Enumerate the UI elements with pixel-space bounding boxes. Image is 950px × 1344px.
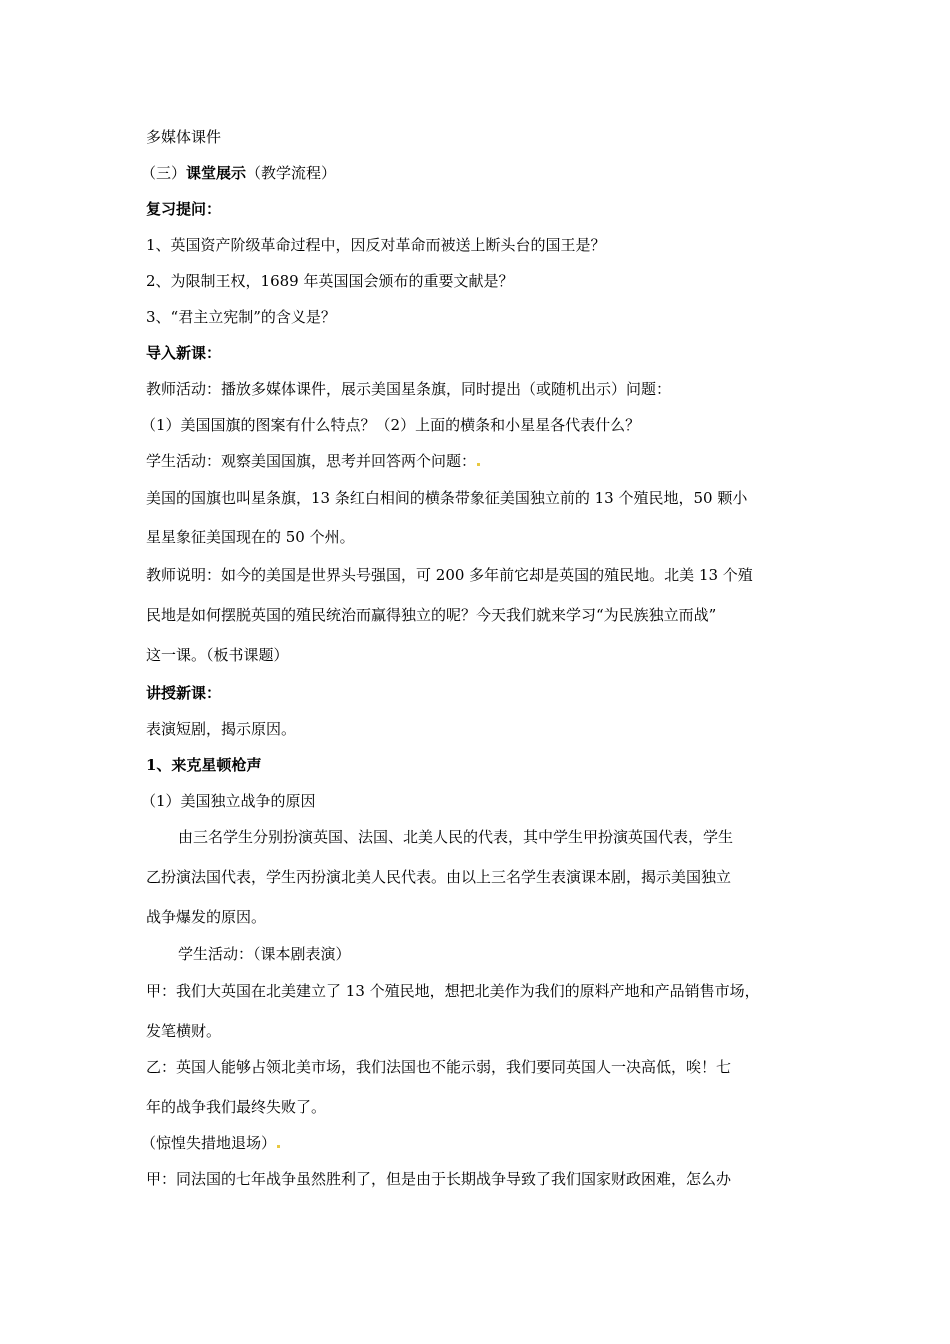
text-line: 甲：同法国的七年战争虽然胜利了，但是由于长期战争导致了我们国家财政困难，怎么办 — [146, 1170, 732, 1188]
question-3: 3、“君主立宪制”的含义是？ — [146, 308, 336, 326]
text-line: 这一课。（板书课题） — [146, 646, 289, 664]
text-line: 学生活动：（课本剧表演） — [178, 945, 351, 963]
text-line: （惊惶失措地退场） — [141, 1133, 280, 1153]
subheading-lexington: 1、来克星顿枪声 — [146, 756, 262, 774]
text-line: 甲：我们大英国在北美建立了 13 个殖民地，想把北美作为我们的原料产地和产品销售市场， — [146, 982, 760, 1000]
text-line: 民地是如何摆脱英国的殖民统治而赢得独立的呢？今天我们就来学习“为民族独立而战” — [146, 606, 717, 624]
edit-mark — [477, 463, 480, 466]
text-line: 美国的国旗也叫星条旗，13 条红白相间的横条带象征美国独立前的 13 个殖民地，50 颗小 — [146, 489, 748, 507]
text-line: 乙扮演法国代表，学生丙扮演北美人民代表。由以上三名学生表演课本剧，揭示美国独立 — [146, 868, 732, 886]
subheading-intro: 导入新课： — [146, 344, 222, 362]
text-line: （1）美国独立战争的原因 — [141, 792, 316, 810]
question-1: 1、英国资产阶级革命过程中，因反对革命而被送上断头台的国王是？ — [146, 236, 606, 254]
text-line: 表演短剧，揭示原因。 — [146, 720, 297, 738]
subheading-review: 复习提问： — [146, 200, 222, 218]
edit-mark — [277, 1145, 280, 1148]
text-line: 年的战争我们最终失败了。 — [146, 1098, 327, 1116]
text-line: 学生活动：观察美国国旗，思考并回答两个问题： — [146, 451, 480, 471]
text-line: 教师活动：播放多媒体课件，展示美国星条旗，同时提出（或随机出示）问题： — [146, 380, 672, 398]
section-title: 课堂展示 — [186, 164, 247, 182]
subheading-lecture: 讲授新课： — [146, 684, 222, 702]
question-2: 2、为限制王权，1689 年英国国会颁布的重要文献是？ — [146, 272, 514, 290]
text-line: 教师说明：如今的美国是世界头号强国，可 200 多年前它却是英国的殖民地。北美 13 个殖 — [146, 566, 753, 584]
text-line: 战争爆发的原因。 — [146, 908, 267, 926]
section-note: （教学流程） — [246, 164, 337, 182]
section-number: （三） — [141, 164, 187, 182]
text-line: （1）美国国旗的图案有什么特点？（2）上面的横条和小星星各代表什么？ — [141, 416, 641, 434]
section-heading — [141, 163, 336, 183]
text-line: 星星象征美国现在的 50 个州。 — [146, 528, 355, 546]
text-line: 多媒体课件 — [146, 128, 222, 146]
text-line: 发笔横财。 — [146, 1022, 222, 1040]
text-line: 由三名学生分别扮演英国、法国、北美人民的代表，其中学生甲扮演英国代表，学生 — [178, 828, 734, 846]
text-line: 乙：英国人能够占领北美市场，我们法国也不能示弱，我们要同英国人一决高低，唉！七 — [146, 1058, 732, 1076]
